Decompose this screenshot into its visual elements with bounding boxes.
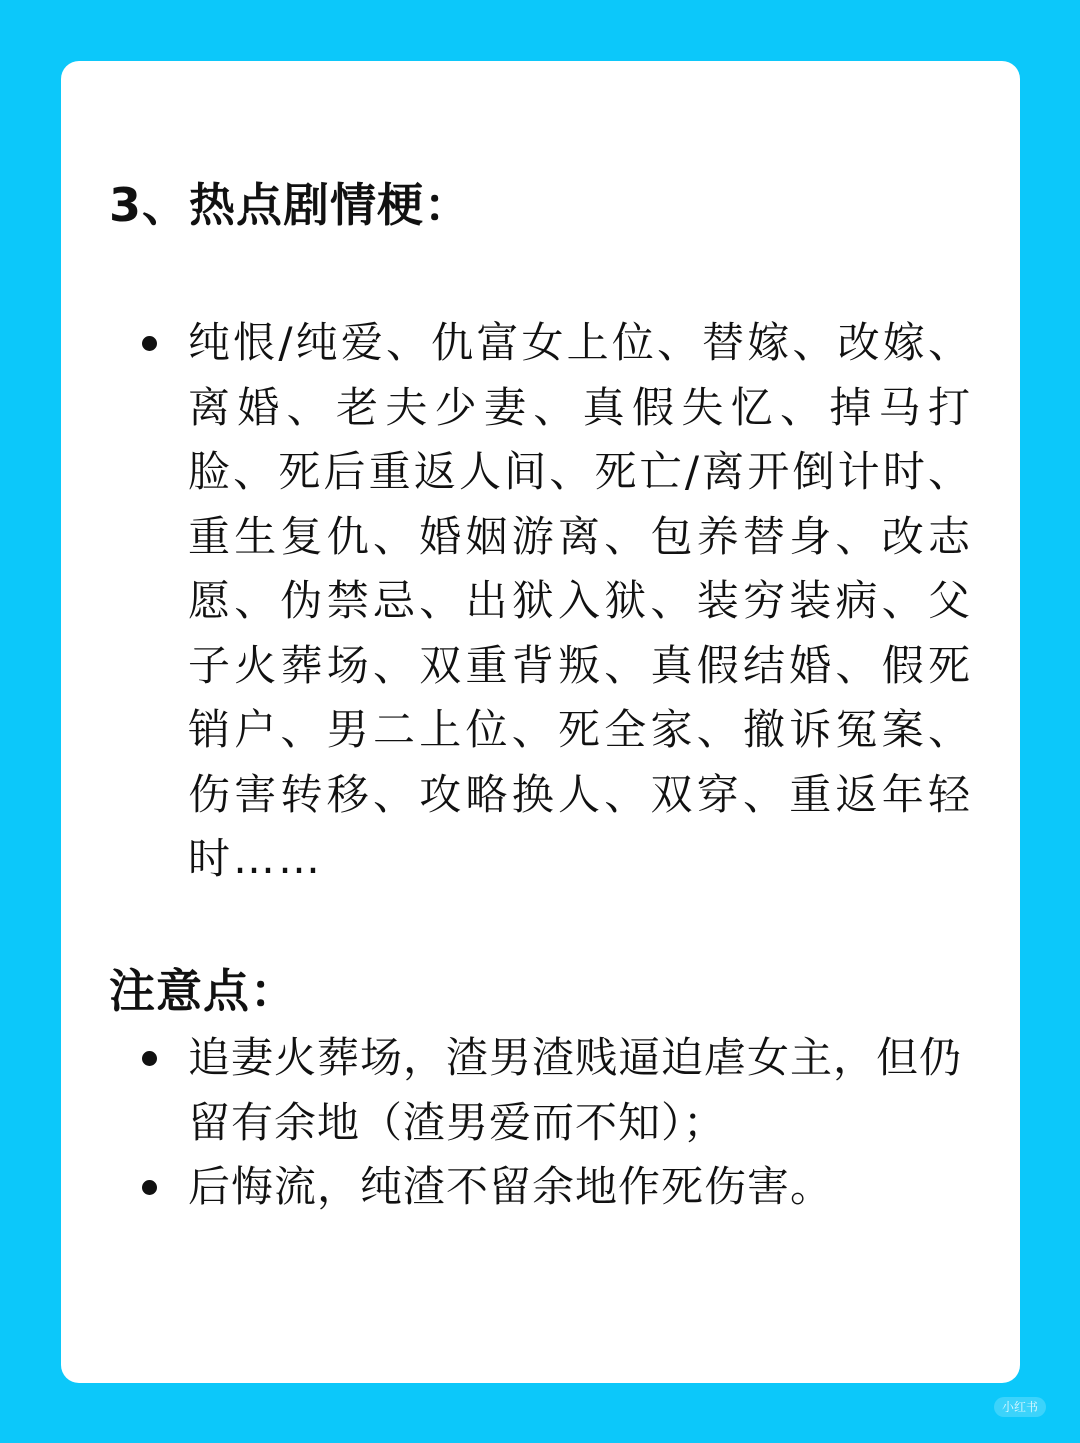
bullet-dot-icon (142, 1180, 157, 1195)
watermark-logo: 小红书 (994, 1397, 1046, 1417)
list-item (188, 311, 973, 892)
notes-list (188, 1026, 973, 1220)
list-item (188, 1155, 973, 1220)
hot-plots-list (188, 311, 973, 892)
section-heading-notes: 注意点： (109, 964, 297, 1018)
content-card (61, 61, 1020, 1383)
list-item (188, 1026, 973, 1155)
list-item-text: 纯恨/纯爱、仇富女上位、替嫁、改嫁、离婚、老夫少妻、真假失忆、掉马打脸、死后重返人间、死亡/离开倒计时、重生复仇、婚姻游离、包养替身、改志愿、伪禁忌、出狱入狱、装穷装病、父子火葬场、双重背叛、真假结婚、假死销户、男二上位、死全家、撤诉冤案、伤害转移、攻略换人、双穿、重返年轻时…… (188, 318, 973, 883)
bullet-dot-icon (142, 1051, 157, 1066)
bullet-dot-icon (142, 336, 157, 351)
list-item-text: 追妻火葬场，渣男渣贱逼迫虐女主，但仍留有余地（渣男爱而不知）； (188, 1033, 963, 1147)
section-heading-hot-plots: 3、热点剧情梗： (109, 178, 472, 232)
list-item-text: 后悔流，纯渣不留余地作死伤害。 (188, 1162, 834, 1211)
